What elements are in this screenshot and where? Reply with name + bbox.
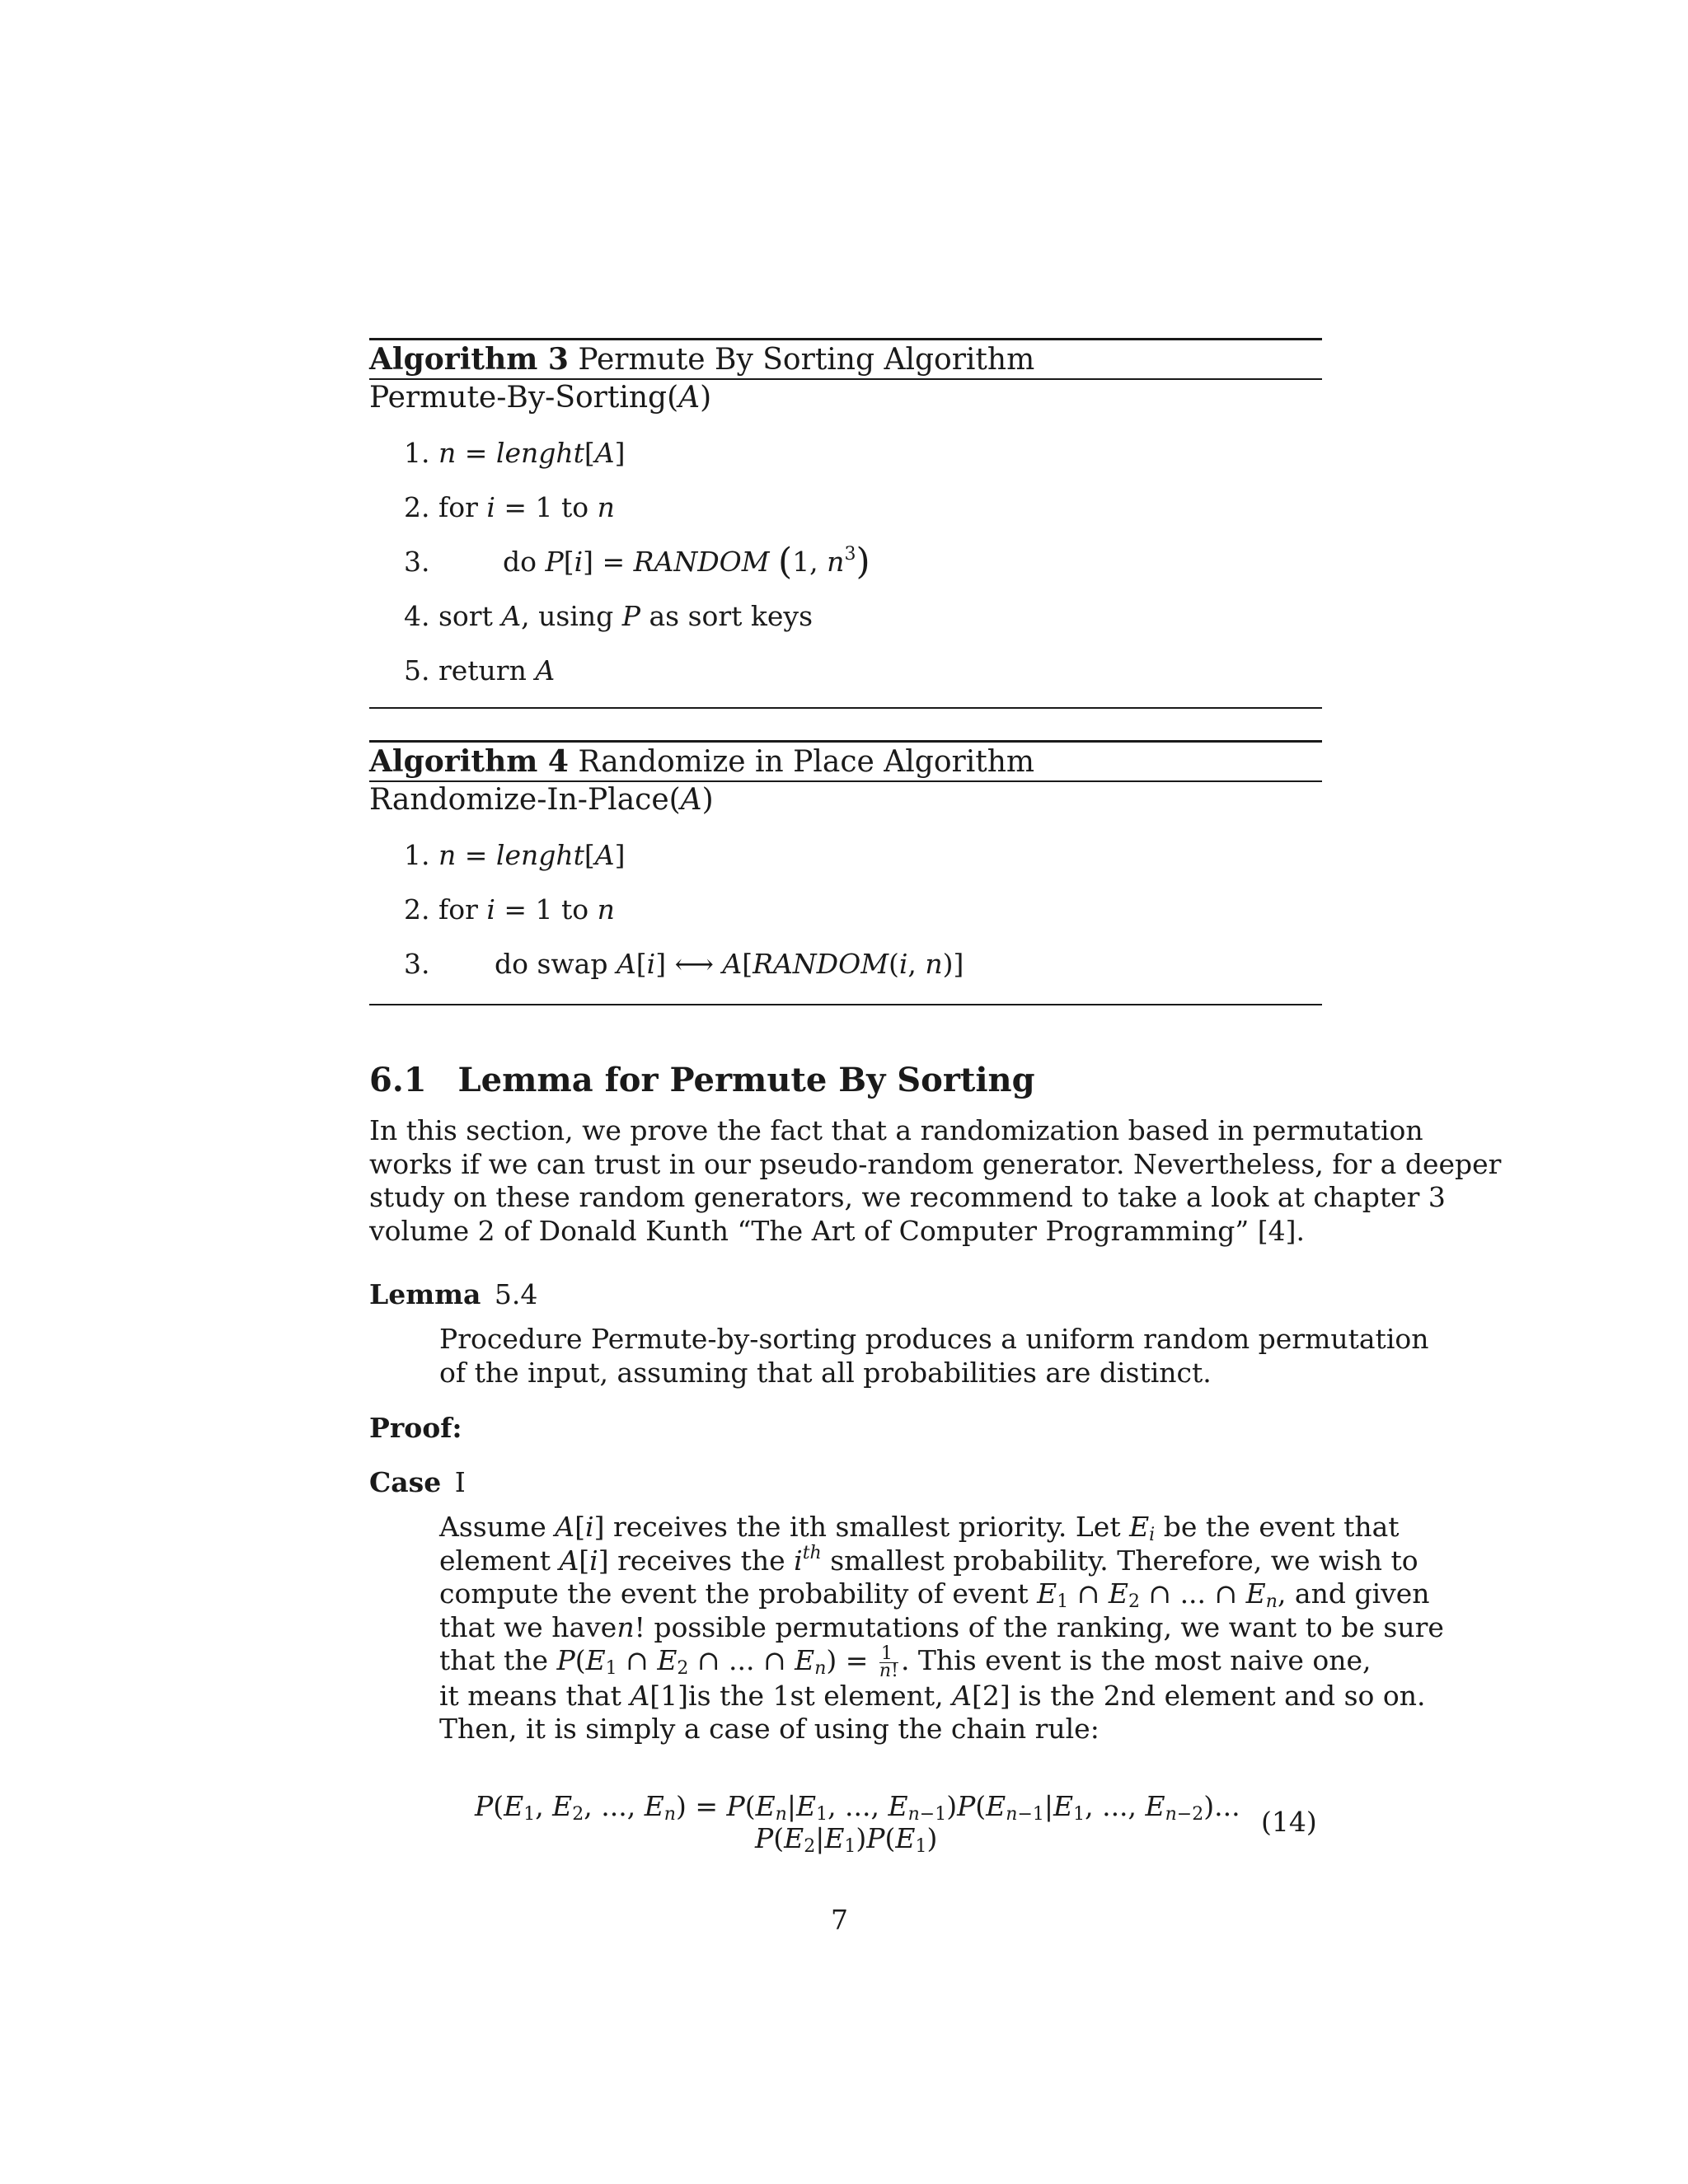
proof-label: Proof:: [369, 1412, 462, 1444]
algorithm-3-title: Permute By Sorting Algorithm: [578, 343, 1035, 377]
case-heading: [369, 1466, 466, 1499]
equation-line-1: $P(E_1$, $E_2$, ..., $E_n) = P(E_n|E_1$, ..., $E_{n-1})P(E_{n-1}|E_1$, ..., $E_{n-2}$)...: [475, 1790, 1240, 1825]
algorithm-3-top-rule: [369, 338, 1322, 340]
algorithm-3-caption: [369, 341, 1034, 378]
equation-number: (14): [1261, 1806, 1317, 1838]
case-label: Case: [369, 1466, 442, 1498]
algorithm-3-step-3-num: 3.: [404, 546, 430, 578]
fraction-1-over-n-factorial: $\frac{1}{n!}$: [879, 1643, 898, 1681]
lemma-label: Lemma: [369, 1278, 481, 1310]
case-paragraph: Assume A[i] receives the ith smallest priority. Let $E_i$ be the event that element A[i] receives the $i^{th}$ smallest probability. Therefore, we wish to compute the event the probability of event $E_1$ ∩ $E_2$ ∩ ... ∩ $E_n$, and given that we haven! possible permutations of the ranking, we want to be sure that the $P(E_1$ ∩ $E_2$ ∩ ... ∩ $E_n$) = $\frac{1}{n!}$ . This event is the most naive one, it means that A[1]is the 1st element, A[2] is the 2nd element and so on. Then, it is simply a case of using the chain rule:: [439, 1511, 1444, 1745]
algorithm-4-title: Randomize in Place Algorithm: [578, 745, 1035, 779]
algorithm-3-step-3: do P[i] = RANDOM (1, $n^3$): [503, 541, 870, 583]
equation-line-2: $P(E_2|E_1)P(E_1)$: [755, 1822, 938, 1857]
lemma-heading: [369, 1278, 537, 1311]
algorithm-3-step-4: 4. sort A, using P as sort keys: [404, 600, 814, 632]
algorithm-3-label: Algorithm 3: [369, 342, 569, 377]
section-number: 6.1: [369, 1061, 427, 1099]
algorithm-3-bottom-rule: [369, 707, 1322, 709]
algorithm-3-step-2: 2. for i = 1 to n: [404, 491, 615, 523]
algorithm-4-step-3: do swap A[i] ⟷ A[RANDOM(i, n)]: [495, 948, 964, 980]
algorithm-3-step-5: 5. return A: [404, 654, 556, 687]
algorithm-3-procedure: Permute-By-Sorting(A): [369, 381, 712, 415]
case-number: I: [454, 1466, 466, 1498]
algorithm-3-step-1: 1. n = lenght[A]: [404, 437, 626, 469]
algorithm-4-procedure: Randomize-In-Place(A): [369, 783, 714, 817]
section-paragraph: In this section, we prove the fact that a randomization based in permutation works if we can trust in our pseudo-random generator. Nevertheless, for a deeper study on these random generators, we recommend to take a look at chapter 3 volume 2 of Donald Kunth “The Art of Computer Programming” [4].: [369, 1114, 1502, 1247]
algorithm-4-step-1: 1. n = lenght[A]: [404, 839, 626, 871]
section-heading: [369, 1060, 1035, 1101]
algorithm-4-top-rule: [369, 740, 1322, 743]
page-number: 7: [831, 1904, 848, 1936]
algorithm-4-bottom-rule: [369, 1004, 1322, 1005]
algorithm-4-step-3-num: 3.: [404, 948, 430, 980]
lemma-number: 5.4: [494, 1278, 538, 1310]
algorithm-4-caption: [369, 743, 1034, 780]
algorithm-4-label: Algorithm 4: [369, 744, 569, 779]
section-title: Lemma for Permute By Sorting: [457, 1061, 1035, 1099]
algorithm-4-step-2: 2. for i = 1 to n: [404, 893, 615, 926]
lemma-text: Procedure Permute-by-sorting produces a uniform random permutation of the input, assuming that all probabilities are distinct.: [439, 1323, 1429, 1389]
